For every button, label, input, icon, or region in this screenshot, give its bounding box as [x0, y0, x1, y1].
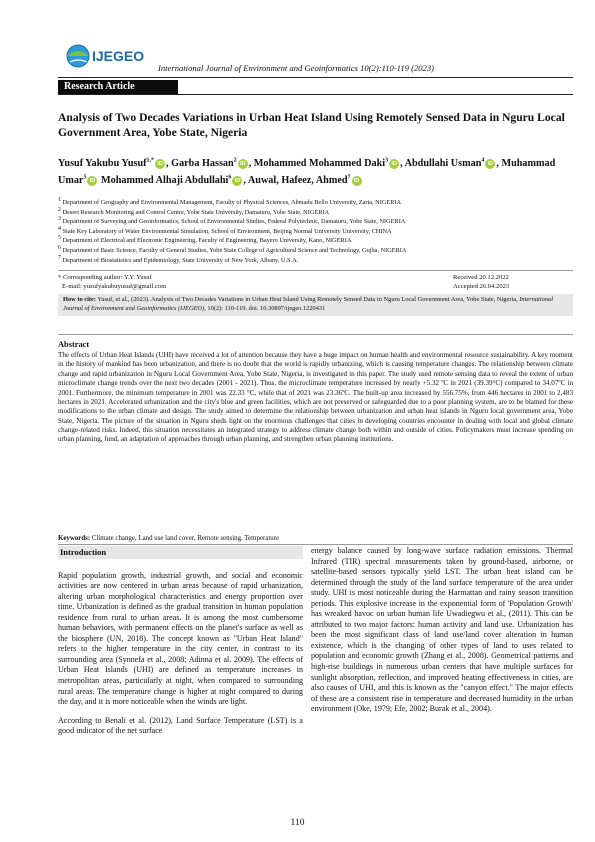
author-affiliation-marker: 6	[228, 174, 232, 181]
affiliation-number: 1	[58, 196, 61, 203]
author-affiliation-marker: 7	[347, 174, 351, 181]
affiliation-item	[58, 208, 573, 218]
affiliation-item	[58, 217, 573, 227]
affiliation-text: Department of Electrical and Electronic Engineering, Faculty of Engineering, Bayero University, Kano, NIGERIA	[62, 237, 352, 245]
left-column	[58, 546, 303, 737]
affiliation-text: Desert Research Monitoring and Control Centre, Yobe State University, Damaturu, Yobe State, NIGERIA	[62, 208, 330, 216]
abstract-top-rule	[58, 334, 573, 335]
abstract-text: The effects of Urban Heat Islands (UHI) have received a lot of attention because they have a huge impact on human health and environmental resource sustainability. A key moment in the history of mankind has been urbanization, and there is no doubt that the world is rapidly urbanizing, which is causing temperature changes. The relationship between climate change and rapid urbanization in Nguru Local Government Area, Yobe State, Nigeria, is investigated in this paper. The study used remote sensing data to reveal the extent of urban microclimate change trends over the next two decades (2001 - 2021). Thus, the microclimate temperature increased by nearly +5.32 ºC in 2021 (39.39°C) compared to 34.07ºC in 2001. Furthermore, the minimum temperature in 2001 was 22.33 °C, while that of 2021 was 23.36ºC. The built-up area increased by 556.75%, from 446 hectares in 2001 to 2,483 hectares in 2021. Accelerated urbanization and the city's blue and green facilities, which are not preserved or safeguarded due to a poor planning system, are to be blamed for these modifications to the urban climate and design. The study aimed to determine the relationship between urbanization and urban heat islands in Nguru local government area, Yobe State, Nigeria. The picture of the situation in Nguru sheds light on the enormous challenges that cities in developing countries encounter in dealing with local and global climate change-related risks. Indeed, this situation necessitates an integrated strategy to address climate change both within and outside of cities. Policymakers must increase spending on urban planning, fund, an adaptation of approaches through urban planning, and strengthen urban planning institutions.	[58, 351, 573, 444]
header-rule	[58, 77, 573, 78]
author-name: Mohammed Mohammed Daki	[253, 158, 386, 169]
author-name: Mohammed Alhaji Abdullahi	[101, 175, 229, 186]
affiliation-rule	[58, 270, 573, 271]
article-title: Analysis of Two Decades Variations in Urban Heat Island Using Remotely Sensed Data in Nguru Local Government Area, Yobe State, Nigeria	[58, 111, 565, 139]
how-to-cite-box	[58, 294, 573, 316]
corresponding-email: E-mail: yusufyakubuyusuf@gmail.com	[62, 282, 167, 290]
orcid-icon[interactable]: iD	[87, 176, 97, 186]
author-separator: ,	[496, 158, 502, 169]
author-affiliation-marker: 5	[83, 174, 87, 181]
author-affiliation-marker: 3	[385, 157, 389, 164]
accepted-date: Accepted 26.04.2023	[453, 282, 510, 290]
author-name: Abdullahi Usman	[404, 158, 482, 169]
abstract-heading: Abstract	[58, 340, 90, 349]
orcid-icon[interactable]: iD	[155, 159, 165, 169]
journal-citation-line: International Journal of Environment and Geoinformatics 10(2):110-119 (2023)	[158, 63, 434, 73]
affiliation-item	[58, 227, 573, 237]
introduction-heading: Introduction	[58, 546, 303, 559]
author-affiliation-marker: 1,*	[146, 157, 155, 164]
page-number: 110	[290, 818, 305, 828]
affiliation-text: Department of Biostatistics and Epidemiology, State University of New York, Albany, U.S.A.	[62, 256, 299, 264]
author-name: Muhammad Umar	[58, 158, 556, 186]
intro-paragraph-1: Rapid population growth, industrial growth, and social and economic activities are now centered in urban areas because of rapid urbanization, altering urban morphological characteristics and energy proportion over time. Urbanization is defined as the gradual transition in human population residence from rural to urban areas. It is among the most cumbersome human behaviors, with permanent effects on the planet's surface as well as the biosphere (UN, 2018). The concept known as "Urban Heat Island" refers to the higher temperature in the city center, in contrast to its surrounding area (Synnefa et al., 2008; Adinna et al. 2009). The effects of Urban Heat Islands (UHI) are defined as temperature increases in metropolitan areas, particularly at night, when compared to surrounding rural areas. The temperature change is higher at night compared to during the day, and it is more noticeable when the winds are light.	[58, 570, 303, 707]
keywords-label: Keywords:	[58, 535, 91, 542]
intro-paragraph-2: According to Benali et al. (2012), Land Surface Temperature (LST) is a good indicator of the net surface	[58, 715, 303, 736]
article-type-banner	[58, 80, 178, 94]
how-to-cite-label: How to cite:	[63, 296, 97, 303]
affiliation-number: 5	[58, 235, 61, 242]
affiliation-item	[58, 256, 573, 266]
affiliation-number: 3	[58, 216, 61, 223]
affiliation-text: Department of Surveying and Geoinformatics, School of Environmental Studies, Federal Polytechnic, Damaturu, Yobe State, NIGERIA	[62, 218, 406, 226]
orcid-icon[interactable]: iD	[485, 159, 495, 169]
orcid-icon[interactable]: iD	[238, 159, 248, 169]
author-name: Garba Hassan	[171, 158, 234, 169]
affiliation-text: Department of Geography and Environmental Management, Faculty of Physical Sciences, Ahmadu Bello University, Zaria, NIGERIA	[62, 199, 402, 206]
author-name: Auwal, Hafeez, Ahmed	[247, 175, 348, 186]
affiliation-number: 6	[58, 244, 61, 251]
keywords-rule	[58, 544, 573, 545]
orcid-icon[interactable]: iD	[352, 176, 362, 186]
author-list	[58, 155, 573, 189]
author-separator: ,	[166, 158, 172, 169]
affiliation-list	[58, 198, 573, 265]
author-separator: ,	[400, 158, 405, 169]
corresponding-author: * Corresponding author: Y.Y. Yusuf	[58, 274, 152, 281]
author-separator: ,	[248, 158, 254, 169]
banner-rule	[58, 94, 573, 95]
correspondence-block	[58, 274, 166, 291]
received-date: Received 20.12.2022	[453, 274, 509, 281]
logo-text: IJEGEO	[92, 48, 145, 64]
affiliation-number: 2	[58, 206, 61, 213]
keywords-text: Climate change, Land use land cover, Remote sensing, Temperature	[90, 535, 280, 542]
how-to-cite-text: Yusuf, et al., (2023). Analysis of Two Decades Variations in Urban Heat Island Using Remotely Sensed Data in Nguru Local Government Area, Yobe State, Nigeria,	[96, 296, 520, 303]
how-to-cite-doi: 10(2): 110-119. doi. 10.30897/ijegeo.1220431	[205, 304, 326, 312]
affiliation-number: 7	[58, 254, 61, 261]
affiliation-item	[58, 236, 573, 246]
affiliation-text: Department of Basic Science, Faculty of General Studies, Yobe State College of Agricultural Science and Technology, Gujba, NIGERIA	[62, 246, 407, 254]
author-affiliation-marker: 4	[481, 157, 485, 164]
affiliation-text: State Key Laboratory of Water Environmental Simulation, School of Environment, Beijing Normal University University, CHINA	[62, 227, 392, 235]
how-to-cite-journal: International Journal of Environment and Geoinformatics (IJEGEO),	[63, 296, 554, 312]
intro-paragraph-3: energy balance caused by long-wave surface radiation emissions. Thermal Infrared (TIR) spectral measurements taken by ground-based, airborne, or satellite-based sensors typically yield LST. The urban heat island can be determined through the study of the land surface temperature of the area under study. UHI is most noticeable during the Harmattan and rainy season transition periods. This explosive increase in the exponential form of 'Population Growth' has wreaked havoc on urban human life Uwadiegwu et al., (2011). This can be attributed to two major factors: human activity and land use. Urbanization has been the most significant class of land use/land cover alteration in human existence, which is the changing of other types of land to uses related to population and economic growth (Zhang et al., 2008). Geometrical patterns and high-rise buildings in numerous urban centers that have multiple surfaces for sunlight absorption, reflection, and improved heating effectiveness in cities, are also causes of UHI, and this is known as the "canyon effect." The major effects of these are a consistent rise in temperature and decreased humidity in the urban environment (Oke, 1979; Efe, 2002; Burak et al., 2004).	[311, 546, 573, 714]
orcid-icon[interactable]: iD	[232, 176, 242, 186]
keywords-line	[58, 535, 573, 542]
author-name: Yusuf Yakubu Yusuf	[58, 158, 147, 169]
right-column	[311, 546, 573, 715]
affiliation-number: 4	[58, 225, 61, 232]
article-type-label: Research Article	[64, 81, 135, 92]
dates-block	[453, 274, 509, 291]
author-affiliation-marker: 2	[233, 157, 237, 164]
affiliation-item	[58, 246, 573, 256]
orcid-icon[interactable]: iD	[389, 159, 399, 169]
affiliation-item	[58, 198, 573, 208]
author-separator: ,	[243, 175, 248, 186]
